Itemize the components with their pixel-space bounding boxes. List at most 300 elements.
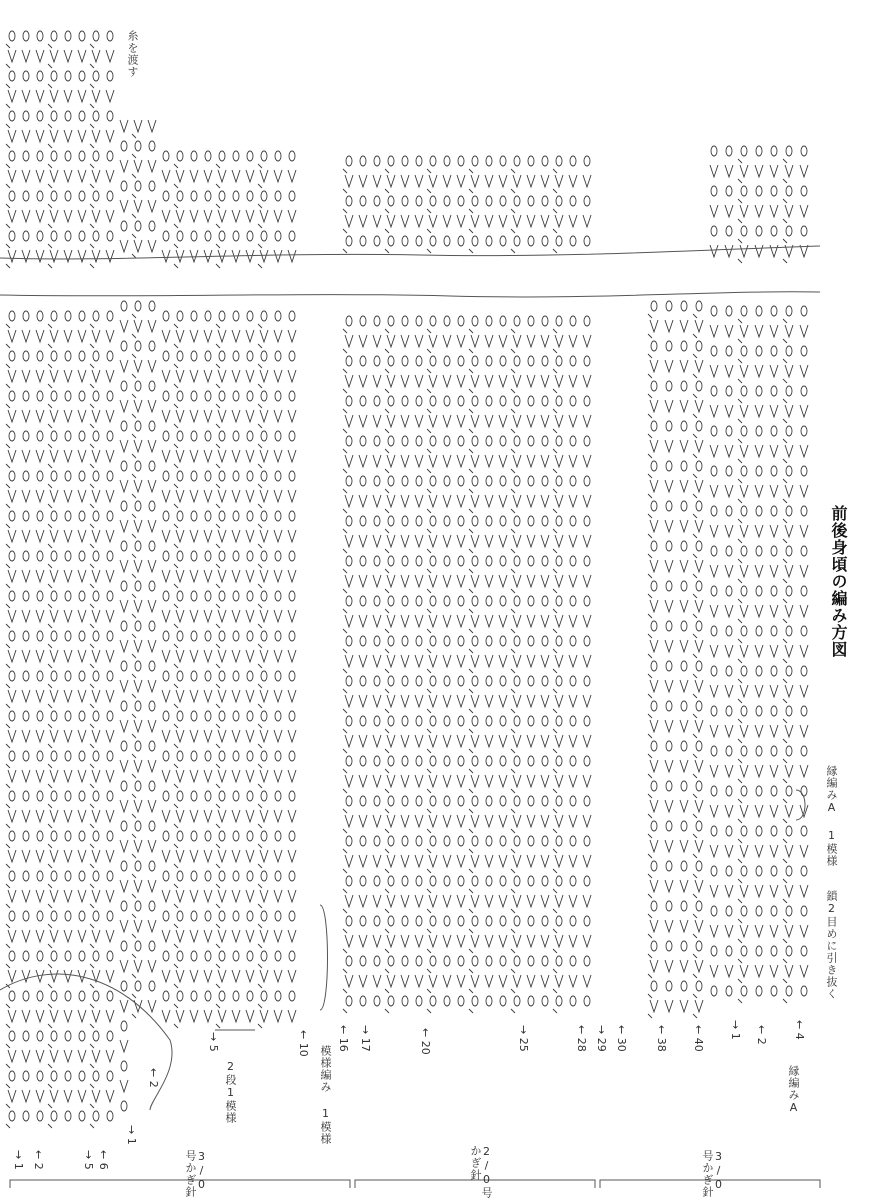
stitch-symbol — [216, 924, 220, 928]
stitch-symbol — [444, 356, 450, 366]
stitch-symbol — [174, 744, 178, 748]
stitch-symbol — [771, 866, 777, 876]
stitch-symbol — [385, 809, 389, 813]
stitch-symbol — [132, 494, 136, 498]
stitch-symbol — [48, 704, 52, 708]
stitch-symbol — [219, 191, 225, 201]
stitch-symbol — [583, 735, 591, 747]
stitch-symbol — [542, 836, 548, 846]
stitch-symbol — [216, 884, 220, 888]
stitch-symbol — [401, 815, 409, 827]
stitch-symbol — [499, 615, 507, 627]
stitch-symbol — [346, 436, 352, 446]
stitch-symbol — [246, 810, 254, 822]
stitch-symbol — [64, 730, 72, 742]
stitch-symbol — [427, 989, 431, 993]
stitch-symbol — [427, 729, 431, 733]
stitch-symbol — [430, 796, 436, 806]
row-marker: ← 16 — [337, 1025, 350, 1052]
stitch-symbol — [65, 551, 71, 561]
stitch-symbol — [90, 604, 94, 608]
stitch-symbol — [458, 836, 464, 846]
stitch-symbol — [553, 589, 557, 593]
stitch-symbol — [135, 701, 141, 711]
stitch-symbol — [65, 311, 71, 321]
stitch-symbol — [711, 826, 717, 836]
stitch-symbol — [471, 335, 479, 347]
stitch-symbol — [528, 836, 534, 846]
stitch-symbol — [36, 1090, 44, 1102]
stitch-symbol — [541, 495, 549, 507]
stitch-symbol — [665, 600, 673, 612]
stitch-symbol — [693, 574, 697, 578]
stitch-symbol — [385, 369, 389, 373]
stitch-symbol — [513, 815, 521, 827]
stitch-symbol — [756, 626, 762, 636]
stitch-symbol — [710, 845, 718, 857]
stitch-symbol — [458, 876, 464, 886]
stitch-symbol — [511, 589, 515, 593]
stitch-symbol — [204, 330, 212, 342]
stitch-symbol — [430, 836, 436, 846]
stitch-symbol — [90, 1024, 94, 1028]
stitch-symbol — [8, 50, 16, 62]
stitch-symbol — [429, 215, 437, 227]
stitch-symbol — [770, 525, 778, 537]
stitch-symbol — [726, 586, 732, 596]
stitch-symbol — [786, 866, 792, 876]
stitch-symbol — [373, 655, 381, 667]
stitch-symbol — [499, 215, 507, 227]
stitch-symbol — [783, 939, 787, 943]
stitch-symbol — [163, 231, 169, 241]
stitch-symbol — [346, 756, 352, 766]
stitch-symbol — [471, 855, 479, 867]
stitch-symbol — [430, 436, 436, 446]
stitch-symbol — [556, 836, 562, 846]
stitch-symbol — [343, 949, 347, 953]
stitch-symbol — [90, 984, 94, 988]
stitch-symbol — [457, 775, 465, 787]
stitch-symbol — [415, 775, 423, 787]
stitch-symbol — [132, 894, 136, 898]
stitch-symbol — [665, 720, 673, 732]
stitch-symbol — [359, 495, 367, 507]
stitch-symbol — [401, 335, 409, 347]
stitch-symbol — [6, 164, 10, 168]
stitch-symbol — [48, 664, 52, 668]
stitch-symbol — [162, 570, 170, 582]
stitch-symbol — [385, 589, 389, 593]
stitch-symbol — [725, 245, 733, 257]
stitch-symbol — [693, 794, 697, 798]
stitch-symbol — [78, 330, 86, 342]
stitch-symbol — [191, 231, 197, 241]
stitch-symbol — [233, 711, 239, 721]
stitch-symbol — [555, 615, 563, 627]
stitch-symbol — [359, 975, 367, 987]
stitch-symbol — [90, 324, 94, 328]
stitch-symbol — [388, 676, 394, 686]
stitch-symbol — [37, 671, 43, 681]
stitch-symbol — [511, 929, 515, 933]
stitch-symbol — [385, 909, 389, 913]
stitch-symbol — [205, 151, 211, 161]
stitch-symbol — [51, 431, 57, 441]
stitch-symbol — [232, 770, 240, 782]
stitch-symbol — [427, 249, 431, 253]
stitch-symbol — [416, 596, 422, 606]
stitch-symbol — [785, 565, 793, 577]
stitch-symbol — [710, 365, 718, 377]
stitch-symbol — [260, 690, 268, 702]
stitch-symbol — [695, 400, 703, 412]
stitch-symbol — [783, 799, 787, 803]
stitch-symbol — [800, 765, 808, 777]
stitch-symbol — [65, 71, 71, 81]
stitch-symbol — [218, 730, 226, 742]
stitch-symbol — [9, 391, 15, 401]
stitch-symbol — [174, 324, 178, 328]
stitch-symbol — [79, 911, 85, 921]
stitch-symbol — [289, 391, 295, 401]
stitch-symbol — [132, 314, 136, 318]
stitch-symbol — [258, 804, 262, 808]
stitch-symbol — [499, 695, 507, 707]
stitch-symbol — [555, 215, 563, 227]
stitch-symbol — [416, 476, 422, 486]
stitch-symbol — [541, 695, 549, 707]
stitch-symbol — [106, 730, 114, 742]
stitch-symbol — [204, 490, 212, 502]
stitch-symbol — [37, 31, 43, 41]
stitch-symbol — [499, 575, 507, 587]
stitch-symbol — [741, 546, 747, 556]
stitch-symbol — [36, 1010, 44, 1022]
stitch-symbol — [177, 511, 183, 521]
stitch-symbol — [528, 396, 534, 406]
stitch-symbol — [469, 589, 473, 593]
stitch-symbol — [9, 831, 15, 841]
stitch-symbol — [260, 770, 268, 782]
stitch-symbol — [148, 640, 156, 652]
stitch-symbol — [275, 831, 281, 841]
stitch-symbol — [740, 605, 748, 617]
stitch-symbol — [444, 476, 450, 486]
stitch-symbol — [693, 594, 697, 598]
stitch-symbol — [444, 956, 450, 966]
stitch-symbol — [9, 711, 15, 721]
stitch-symbol — [738, 719, 742, 723]
stitch-symbol — [275, 911, 281, 921]
stitch-symbol — [458, 396, 464, 406]
stitch-symbol — [90, 384, 94, 388]
stitch-symbol — [148, 480, 156, 492]
stitch-symbol — [725, 805, 733, 817]
stitch-symbol — [233, 151, 239, 161]
stitch-symbol — [374, 476, 380, 486]
stitch-symbol — [783, 519, 787, 523]
stitch-symbol — [6, 664, 10, 668]
stitch-symbol — [233, 791, 239, 801]
stitch-symbol — [174, 164, 178, 168]
stitch-symbol — [556, 756, 562, 766]
stitch-symbol — [741, 946, 747, 956]
stitch-symbol — [64, 210, 72, 222]
stitch-symbol — [78, 1090, 86, 1102]
stitch-symbol — [755, 685, 763, 697]
stitch-symbol — [693, 974, 697, 978]
stitch-symbol — [514, 836, 520, 846]
stitch-symbol — [120, 160, 128, 172]
stitch-symbol — [79, 311, 85, 321]
stitch-symbol — [176, 570, 184, 582]
stitch-symbol — [443, 735, 451, 747]
stitch-symbol — [696, 301, 702, 311]
stitch-symbol — [373, 575, 381, 587]
stitch-symbol — [800, 965, 808, 977]
stitch-symbol — [36, 570, 44, 582]
stitch-symbol — [51, 671, 57, 681]
stitch-symbol — [90, 1104, 94, 1108]
stitch-symbol — [132, 374, 136, 378]
stitch-symbol — [216, 364, 220, 368]
stitch-symbol — [373, 615, 381, 627]
stitch-symbol — [584, 556, 590, 566]
row-marker: → 5 — [82, 1150, 95, 1170]
stitch-symbol — [90, 524, 94, 528]
stitch-symbol — [345, 375, 353, 387]
stitch-symbol — [471, 175, 479, 187]
stitch-symbol — [444, 396, 450, 406]
stitch-symbol — [261, 751, 267, 761]
stitch-symbol — [343, 789, 347, 793]
stitch-symbol — [205, 791, 211, 801]
stitch-symbol — [388, 356, 394, 366]
pattern-repeat-bracket — [320, 905, 328, 1010]
stitch-symbol — [232, 490, 240, 502]
stitch-symbol — [755, 925, 763, 937]
stitch-symbol — [289, 311, 295, 321]
stitch-symbol — [429, 855, 437, 867]
stitch-symbol — [725, 165, 733, 177]
stitch-symbol — [680, 560, 688, 572]
stitch-symbol — [528, 356, 534, 366]
stitch-symbol — [177, 751, 183, 761]
stitch-symbol — [6, 224, 10, 228]
stitch-symbol — [444, 756, 450, 766]
stitch-symbol — [443, 775, 451, 787]
stitch-symbol — [584, 796, 590, 806]
stitch-symbol — [216, 484, 220, 488]
stitch-symbol — [427, 969, 431, 973]
stitch-symbol — [786, 426, 792, 436]
stitch-symbol — [90, 504, 94, 508]
stitch-symbol — [443, 815, 451, 827]
stitch-symbol — [695, 320, 703, 332]
stitch-symbol — [345, 415, 353, 427]
stitch-symbol — [258, 644, 262, 648]
stitch-symbol — [48, 1004, 52, 1008]
stitch-symbol — [162, 770, 170, 782]
stitch-symbol — [191, 311, 197, 321]
stitch-symbol — [374, 836, 380, 846]
stitch-symbol — [415, 535, 423, 547]
stitch-symbol — [785, 365, 793, 377]
stitch-symbol — [218, 410, 226, 422]
stitch-symbol — [23, 871, 29, 881]
stitch-symbol — [260, 370, 268, 382]
stitch-symbol — [401, 415, 409, 427]
stitch-symbol — [343, 569, 347, 573]
stitch-symbol — [553, 689, 557, 693]
stitch-symbol — [415, 215, 423, 227]
stitch-symbol — [800, 525, 808, 537]
stitch-symbol — [756, 226, 762, 236]
stitch-symbol — [246, 370, 254, 382]
stitch-symbol — [569, 415, 577, 427]
stitch-symbol — [23, 1031, 29, 1041]
stitch-symbol — [50, 450, 58, 462]
stitch-symbol — [681, 381, 687, 391]
stitch-symbol — [457, 215, 465, 227]
stitch-symbol — [79, 111, 85, 121]
stitch-symbol — [569, 335, 577, 347]
stitch-symbol — [132, 474, 136, 478]
stitch-symbol — [374, 156, 380, 166]
stitch-symbol — [738, 679, 742, 683]
stitch-symbol — [555, 895, 563, 907]
stitch-symbol — [48, 624, 52, 628]
stitch-symbol — [93, 951, 99, 961]
stitch-symbol — [93, 911, 99, 921]
stitch-symbol — [710, 765, 718, 777]
stitch-symbol — [387, 815, 395, 827]
stitch-symbol — [514, 356, 520, 366]
stitch-symbol — [556, 796, 562, 806]
stitch-symbol — [78, 90, 86, 102]
stitch-symbol — [51, 351, 57, 361]
stitch-symbol — [726, 146, 732, 156]
stitch-symbol — [64, 890, 72, 902]
stitch-symbol — [385, 169, 389, 173]
stitch-symbol — [106, 570, 114, 582]
stitch-symbol — [741, 906, 747, 916]
stitch-symbol — [556, 476, 562, 486]
stitch-symbol — [107, 591, 113, 601]
stitch-symbol — [555, 695, 563, 707]
stitch-symbol — [92, 210, 100, 222]
stitch-symbol — [385, 769, 389, 773]
stitch-symbol — [6, 1064, 10, 1068]
stitch-symbol — [246, 410, 254, 422]
stitch-symbol — [93, 711, 99, 721]
stitch-symbol — [48, 264, 52, 268]
stitch-symbol — [665, 400, 673, 412]
stitch-symbol — [514, 636, 520, 646]
stitch-symbol — [247, 231, 253, 241]
stitch-symbol — [22, 370, 30, 382]
stitch-symbol — [801, 546, 807, 556]
stitch-symbol — [106, 170, 114, 182]
stitch-symbol — [771, 986, 777, 996]
stitch-symbol — [374, 596, 380, 606]
stitch-symbol — [218, 610, 226, 622]
stitch-symbol — [8, 810, 16, 822]
stitch-symbol — [162, 690, 170, 702]
stitch-symbol — [6, 924, 10, 928]
stitch-symbol — [360, 836, 366, 846]
stitch-symbol — [90, 924, 94, 928]
stitch-symbol — [514, 236, 520, 246]
stitch-symbol — [650, 400, 658, 412]
stitch-symbol — [216, 604, 220, 608]
row-marker: → 1 — [125, 1125, 138, 1145]
stitch-symbol — [553, 709, 557, 713]
stitch-symbol — [8, 90, 16, 102]
stitch-symbol — [648, 574, 652, 578]
stitch-symbol — [190, 850, 198, 862]
stitch-symbol — [232, 170, 240, 182]
stitch-symbol — [135, 221, 141, 231]
stitch-symbol — [36, 690, 44, 702]
stitch-symbol — [693, 954, 697, 958]
stitch-symbol — [553, 889, 557, 893]
stitch-symbol — [666, 301, 672, 311]
stitch-symbol — [511, 909, 515, 913]
stitch-symbol — [738, 779, 742, 783]
stitch-symbol — [23, 231, 29, 241]
stitch-symbol — [191, 511, 197, 521]
stitch-symbol — [429, 495, 437, 507]
stitch-symbol — [401, 695, 409, 707]
stitch-symbol — [162, 890, 170, 902]
stitch-symbol — [514, 556, 520, 566]
stitch-symbol — [289, 631, 295, 641]
stitch-symbol — [374, 996, 380, 1006]
stitch-symbol — [360, 996, 366, 1006]
stitch-symbol — [738, 799, 742, 803]
stitch-symbol — [444, 716, 450, 726]
stitch-symbol — [485, 895, 493, 907]
stitch-symbol — [430, 676, 436, 686]
stitch-symbol — [783, 179, 787, 183]
stitch-symbol — [693, 814, 697, 818]
stitch-symbol — [216, 664, 220, 668]
stitch-symbol — [37, 871, 43, 881]
stitch-symbol — [541, 455, 549, 467]
stitch-symbol — [90, 644, 94, 648]
stitch-symbol — [288, 730, 296, 742]
stitch-symbol — [650, 920, 658, 932]
stitch-symbol — [289, 231, 295, 241]
stitch-symbol — [553, 189, 557, 193]
stitch-symbol — [51, 711, 57, 721]
stitch-symbol — [36, 610, 44, 622]
stitch-symbol — [106, 1010, 114, 1022]
stitch-symbol — [246, 330, 254, 342]
stitch-symbol — [416, 196, 422, 206]
stitch-symbol — [693, 394, 697, 398]
stitch-symbol — [204, 410, 212, 422]
stitch-symbol — [756, 826, 762, 836]
stitch-symbol — [6, 684, 10, 688]
stitch-symbol — [555, 775, 563, 787]
stitch-symbol — [345, 935, 353, 947]
stitch-symbol — [205, 591, 211, 601]
stitch-symbol — [401, 975, 409, 987]
stitch-symbol — [120, 680, 128, 692]
